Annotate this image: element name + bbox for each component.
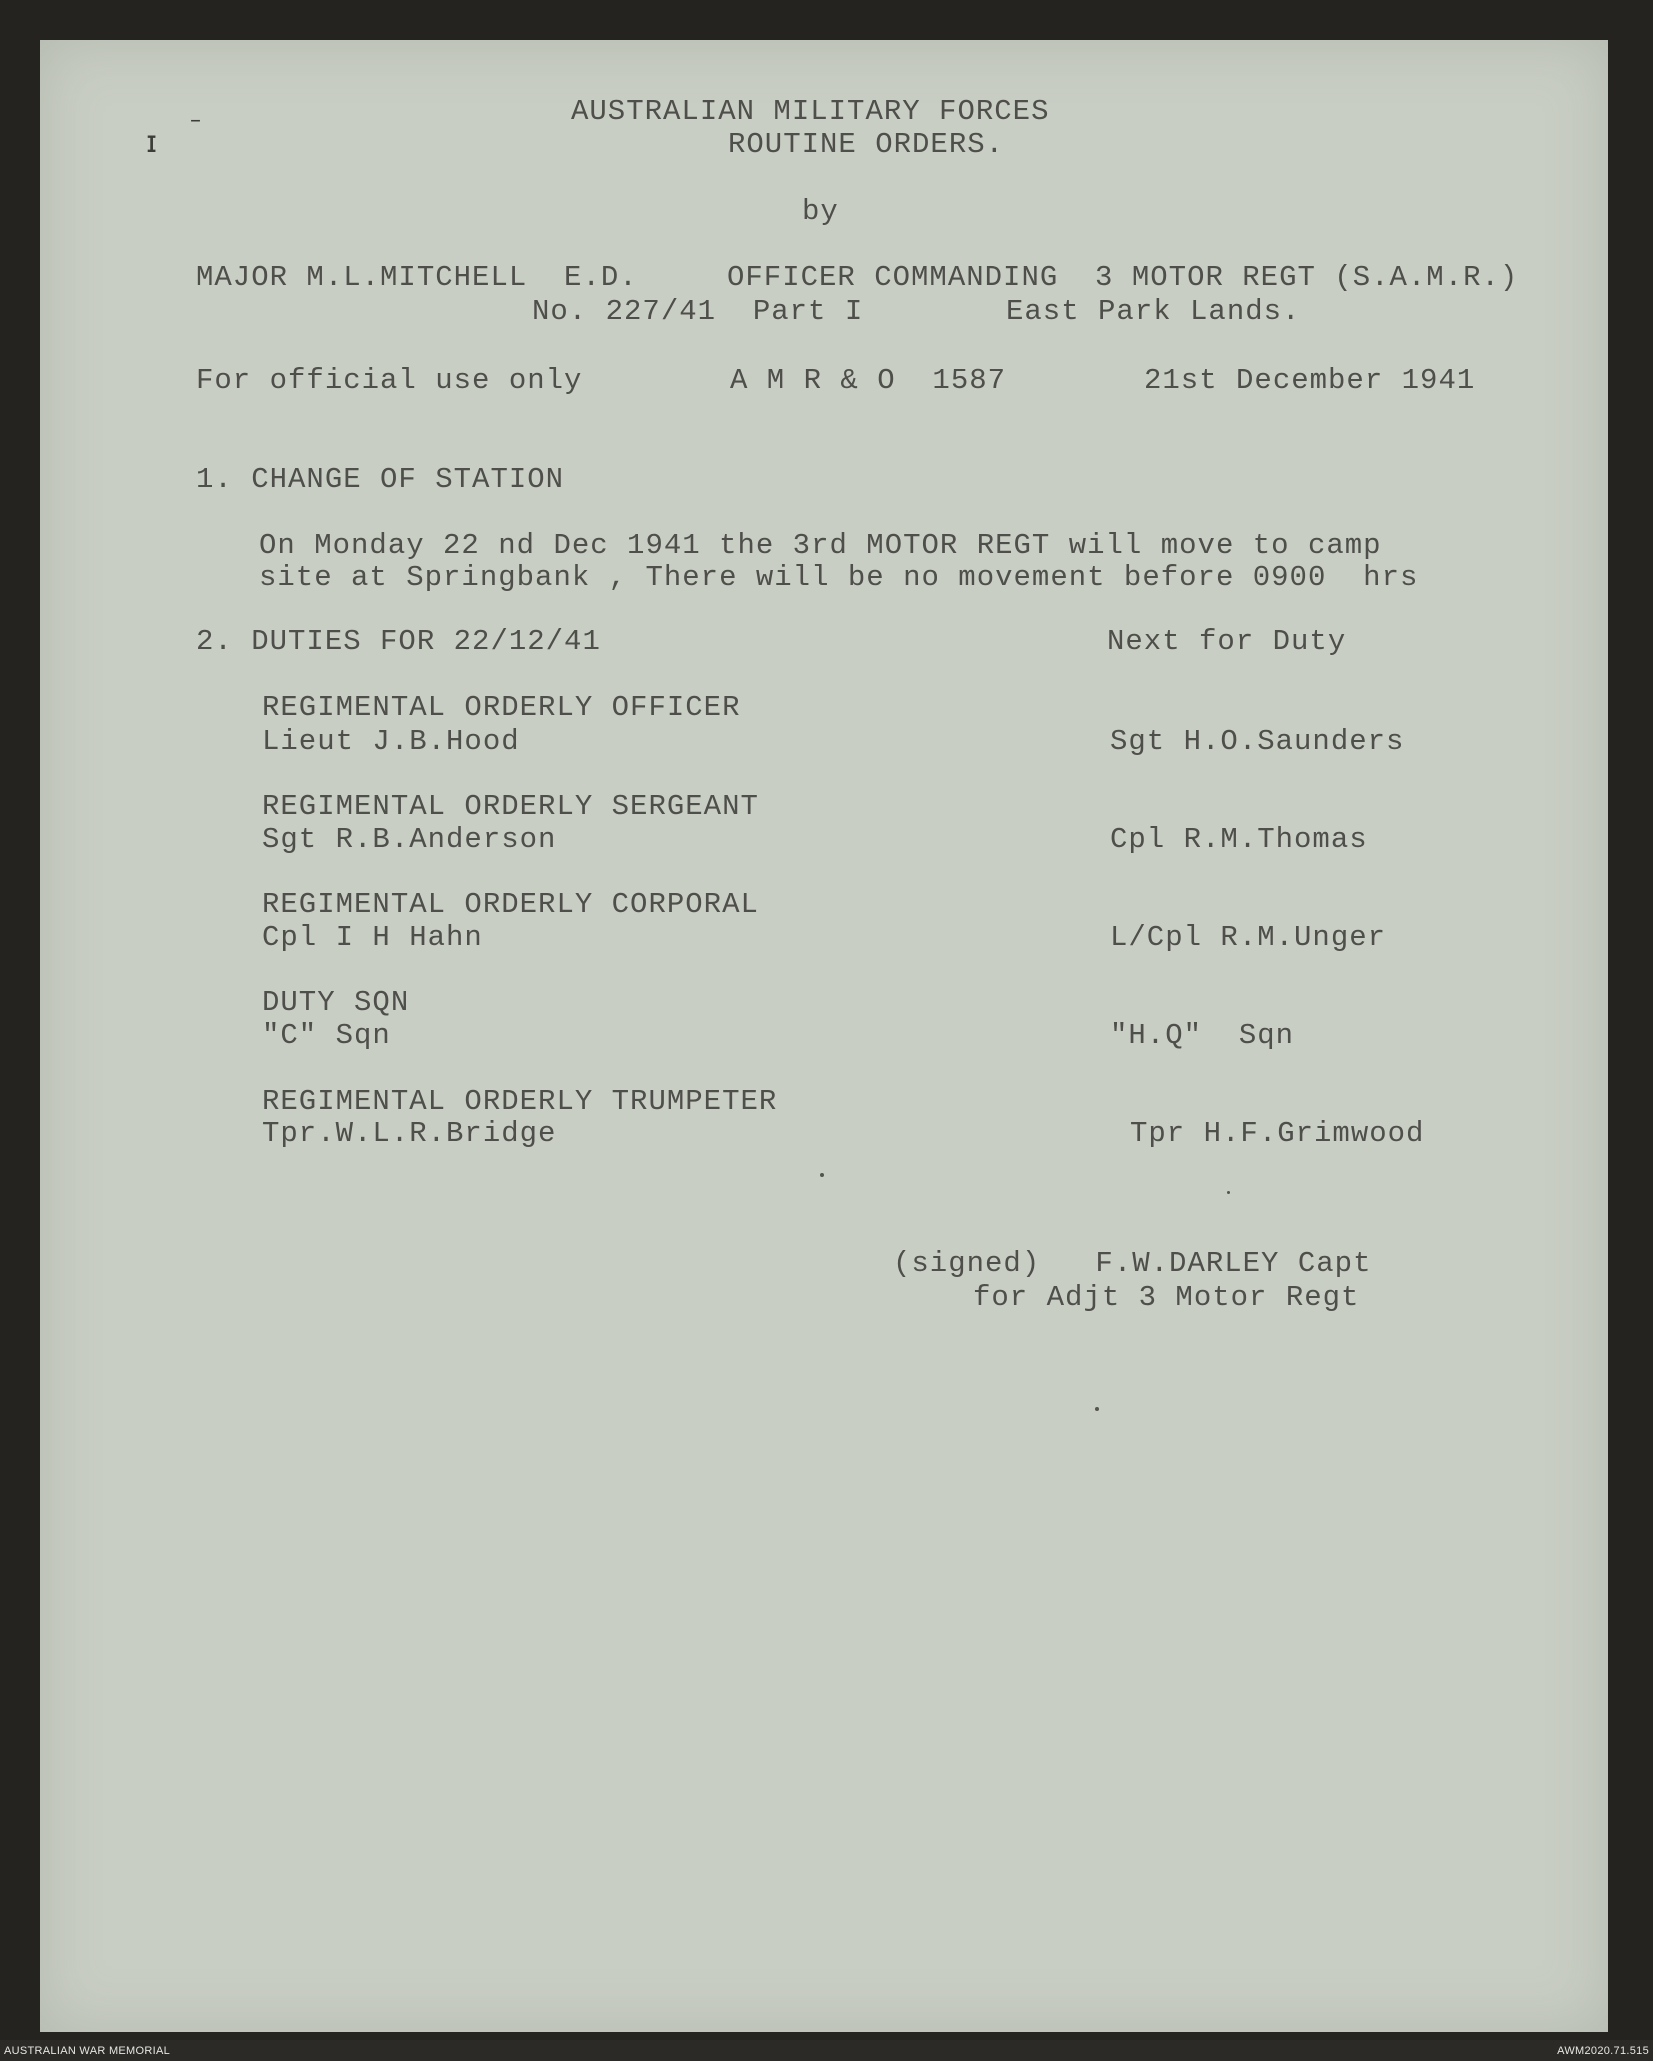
commander-name: MAJOR M.L.MITCHELL E.D. <box>196 261 638 294</box>
signature-role: for Adjt 3 Motor Regt <box>973 1281 1360 1314</box>
order-date: 21st December 1941 <box>1144 364 1476 397</box>
duty-role: REGIMENTAL ORDERLY TRUMPETER <box>262 1085 778 1118</box>
duty-next-assignee: Cpl R.M.Thomas <box>1110 823 1368 856</box>
handwritten-mark: ɪ <box>146 125 158 160</box>
section-heading: 1. CHANGE OF STATION <box>196 463 565 496</box>
pen-stroke-mark: – <box>190 108 201 133</box>
restriction-note: For official use only <box>196 364 583 397</box>
duty-role: REGIMENTAL ORDERLY SERGEANT <box>262 790 759 823</box>
order-number: No. 227/41 Part I <box>532 295 864 328</box>
paragraph-line: On Monday 22 nd Dec 1941 the 3rd MOTOR REGT will move to camp <box>259 529 1382 562</box>
ink-speck <box>820 1173 824 1177</box>
duty-assignee: Sgt R.B.Anderson <box>262 823 557 856</box>
header-subtitle: ROUTINE ORDERS. <box>728 128 1005 161</box>
duty-next-assignee: L/Cpl R.M.Unger <box>1110 921 1387 954</box>
duty-next-assignee: Tpr H.F.Grimwood <box>1130 1117 1425 1150</box>
accession-number: AWM2020.71.515 <box>1557 2045 1649 2057</box>
signature-line: (signed) F.W.DARLEY Capt <box>893 1247 1372 1280</box>
archive-credit: AUSTRALIAN WAR MEMORIAL <box>4 2045 171 2057</box>
duty-assignee: Cpl I H Hahn <box>262 921 483 954</box>
section-heading: 2. DUTIES FOR 22/12/41 <box>196 625 601 658</box>
ink-speck <box>1095 1407 1099 1411</box>
duty-assignee: Tpr.W.L.R.Bridge <box>262 1117 557 1150</box>
reference-number: A M R & O 1587 <box>730 364 1007 397</box>
ink-speck <box>1227 1191 1230 1194</box>
duty-assignee: "C" Sqn <box>262 1019 391 1052</box>
header-title: AUSTRALIAN MILITARY FORCES <box>571 95 1050 128</box>
duty-role: DUTY SQN <box>262 986 410 1019</box>
paragraph-line: site at Springbank , There will be no movement before 0900 hrs <box>259 561 1419 594</box>
order-location: East Park Lands. <box>1006 295 1301 328</box>
duty-role: REGIMENTAL ORDERLY OFFICER <box>262 691 741 724</box>
command-title: OFFICER COMMANDING 3 MOTOR REGT (S.A.M.R.) <box>727 261 1519 294</box>
column-header-next-duty: Next for Duty <box>1107 625 1347 658</box>
duty-next-assignee: "H.Q" Sqn <box>1110 1019 1295 1052</box>
duty-role: REGIMENTAL ORDERLY CORPORAL <box>262 888 759 921</box>
duty-next-assignee: Sgt H.O.Saunders <box>1110 725 1405 758</box>
header-by: by <box>802 195 839 228</box>
duty-assignee: Lieut J.B.Hood <box>262 725 520 758</box>
